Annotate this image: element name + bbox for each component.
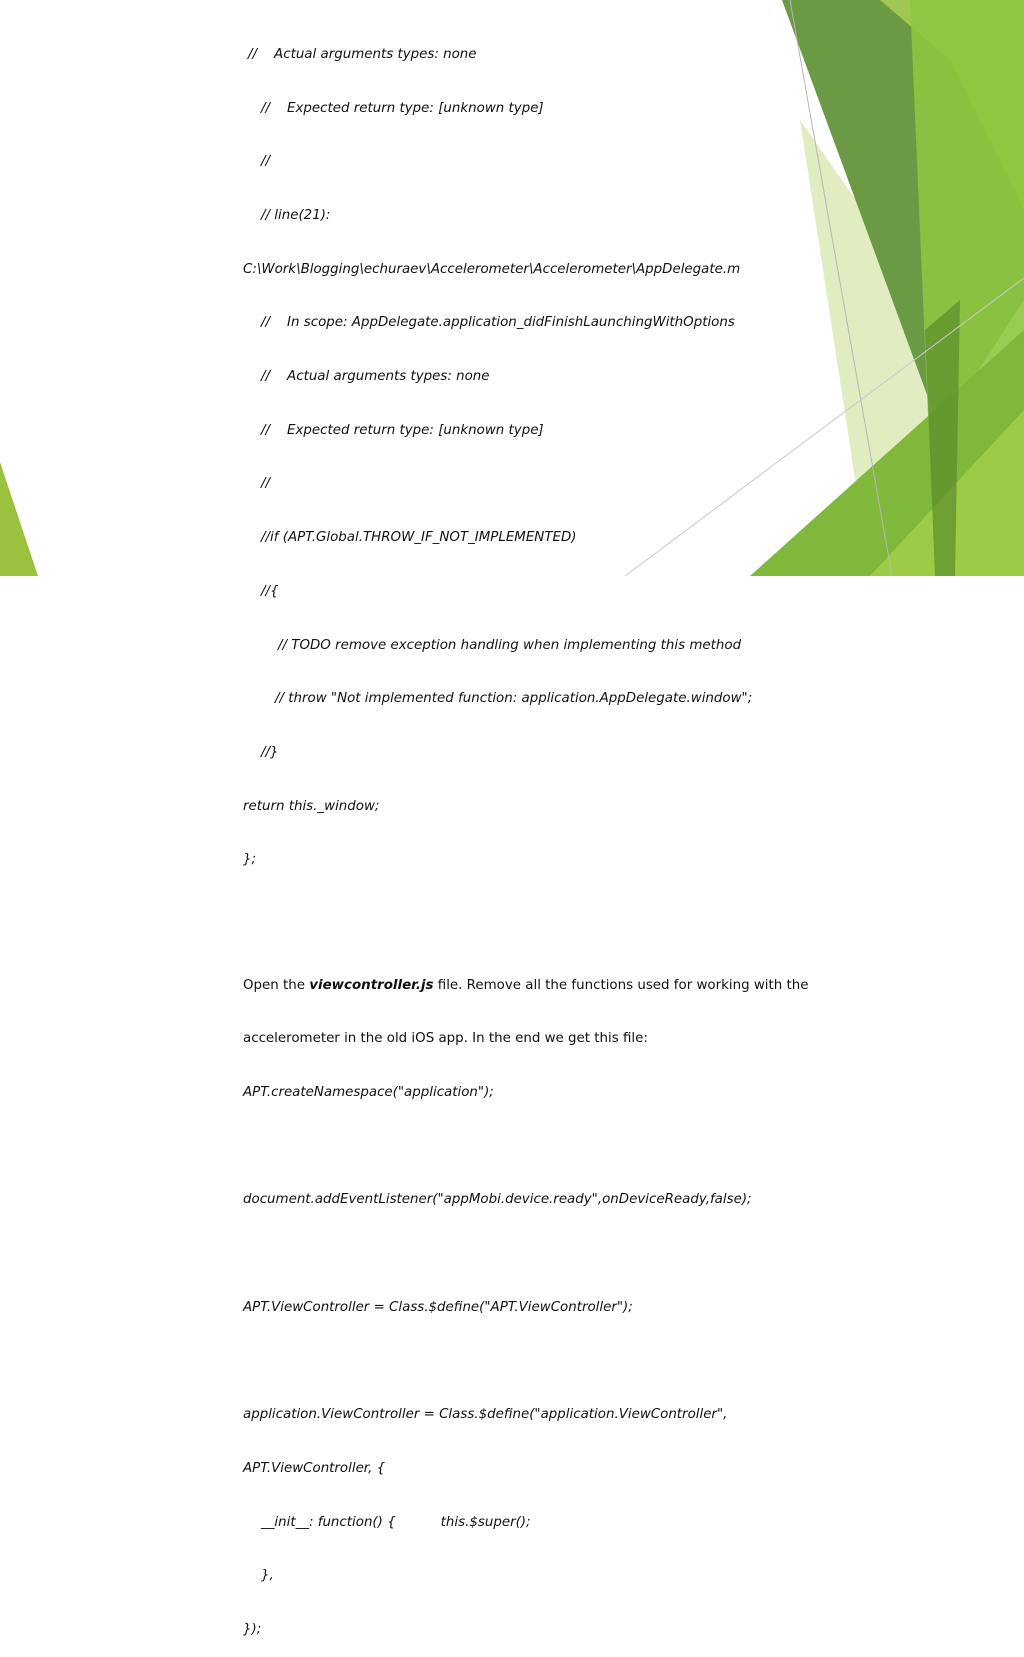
- code-line: //}: [261, 744, 279, 760]
- code-line: };: [243, 852, 257, 868]
- code-line: return this._window;: [243, 798, 380, 814]
- code-line: C:\Work\Blogging\echuraev\Accelerometer\Accelerometer\AppDelegate.m: [243, 261, 741, 277]
- code-line: // TODO remove exception handling when implementing this method: [278, 637, 742, 653]
- code-line: // Expected return type: [unknown type]: [261, 422, 544, 438]
- code-apt-vc-open: APT.ViewController, {: [243, 1461, 386, 1476]
- code-event-listener: document.addEventListener("appMobi.device.ready",onDeviceReady,false);: [243, 1192, 752, 1208]
- code-close-outer: });: [243, 1622, 262, 1638]
- paragraph-line1-suffix: file. Remove all the functions used for working with the: [433, 977, 809, 993]
- code-line: //: [261, 154, 271, 170]
- paragraph-prefix: Open the: [243, 977, 310, 993]
- paragraph-line-2: accelerometer in the old iOS app. In the end we get this file:: [243, 1031, 648, 1047]
- left-green-strip: [0, 462, 38, 576]
- filename-emphasis: viewcontroller.js: [309, 977, 434, 993]
- code-line: //: [261, 476, 271, 492]
- code-create-namespace: APT.createNamespace("application");: [243, 1085, 494, 1101]
- blank-line: [243, 1353, 843, 1371]
- blank-line: [243, 905, 843, 923]
- blank-line: [243, 1245, 843, 1263]
- code-line: // line(21):: [261, 207, 331, 223]
- code-line: // Actual arguments types: none: [248, 46, 477, 62]
- blank-line: [243, 1138, 843, 1156]
- code-close-inner: },: [261, 1568, 274, 1584]
- code-line: // In scope: AppDelegate.application_didFinishLaunchingWithOptions: [261, 315, 735, 331]
- code-line: //if (APT.Global.THROW_IF_NOT_IMPLEMENTED): [261, 530, 577, 546]
- code-init-line: [243, 1514, 843, 1532]
- paragraph-line-1: [243, 977, 843, 995]
- code-line: // Expected return type: [unknown type]: [261, 100, 544, 116]
- code-line: // throw "Not implemented function: application.AppDelegate.window";: [275, 691, 753, 707]
- code-super-call: this.$super();: [440, 1514, 531, 1530]
- code-init-part: __init__: function() {: [261, 1514, 396, 1530]
- code-line: //{: [261, 583, 279, 599]
- slide-body-text: [243, 10, 843, 1657]
- code-apt-define: APT.ViewController = Class.$define("APT.ViewController");: [243, 1299, 633, 1315]
- code-app-define: application.ViewController = Class.$define("application.ViewController",: [243, 1407, 728, 1423]
- code-line: // Actual arguments types: none: [261, 369, 490, 385]
